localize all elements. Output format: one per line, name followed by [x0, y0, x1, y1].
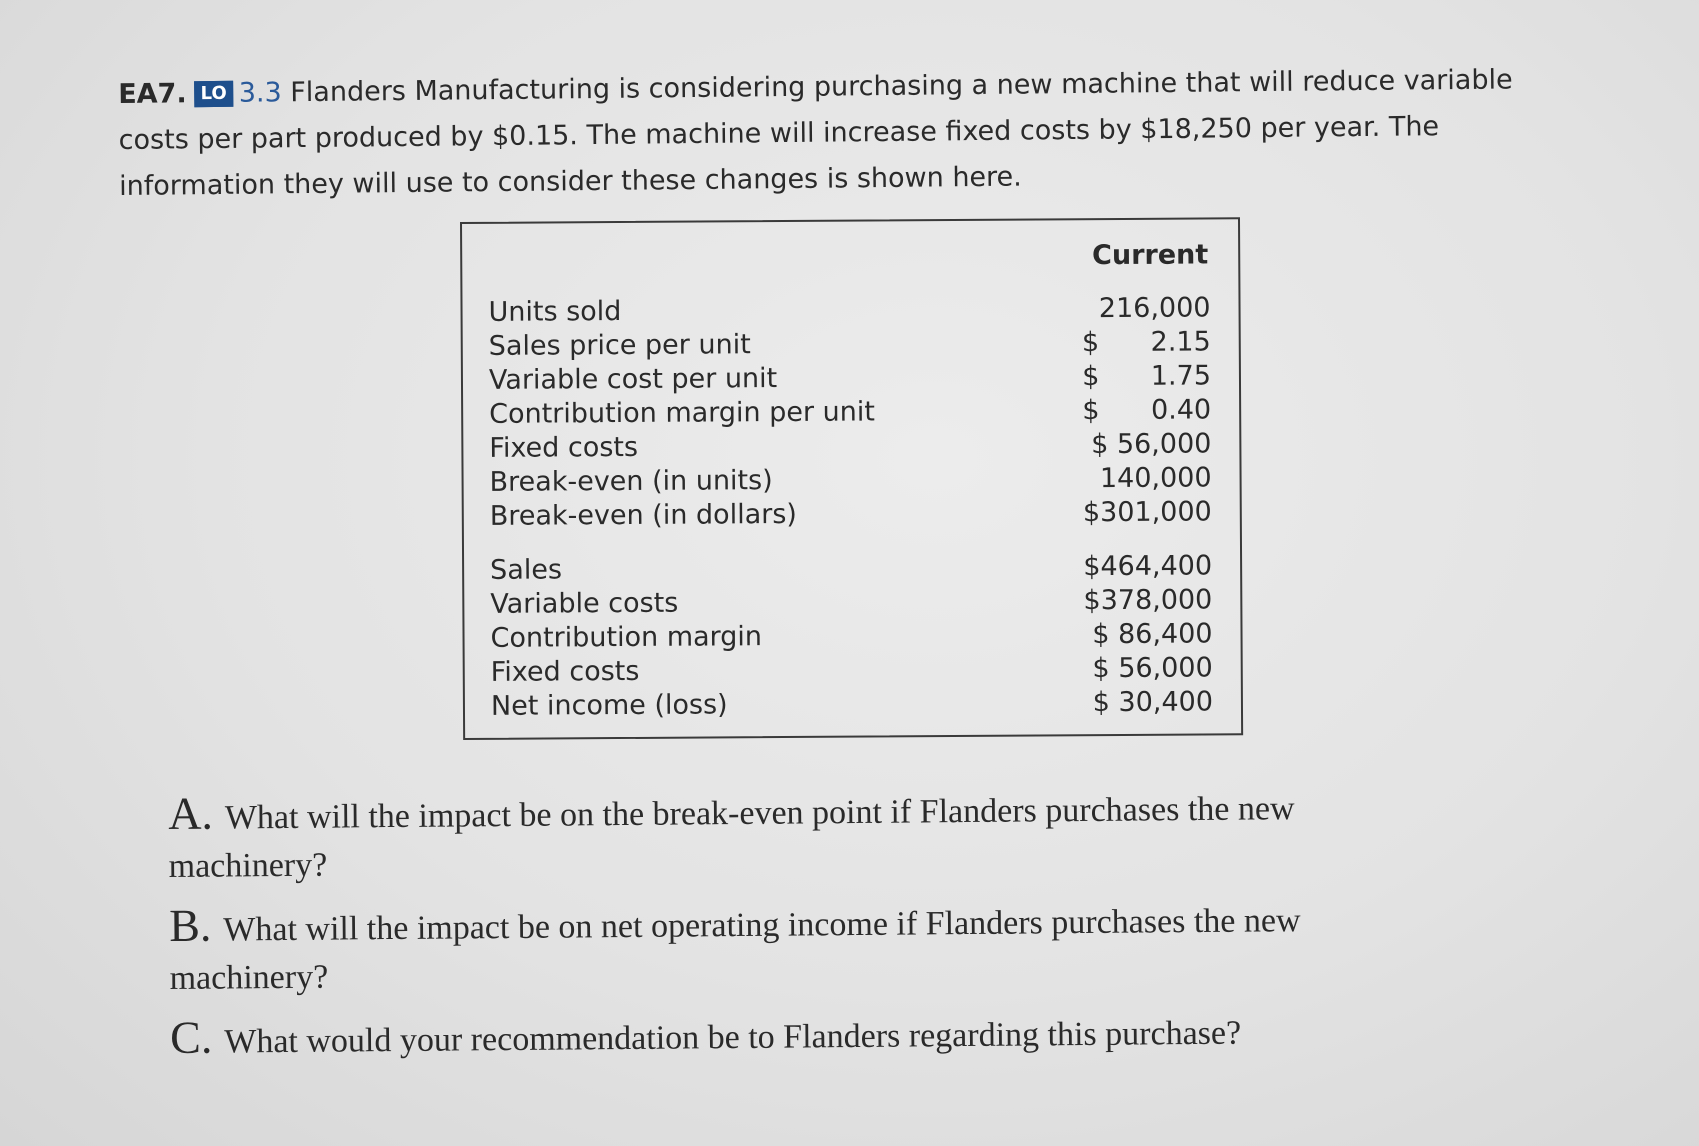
row-label: Contribution margin per unit	[489, 396, 876, 430]
table-row	[490, 583, 1212, 621]
question-list	[168, 779, 1430, 1078]
row-value: $464,400	[1083, 550, 1213, 583]
learning-objective-number: 3.3	[238, 77, 282, 109]
row-label: Variable cost per unit	[488, 363, 778, 396]
question-text: What would your recommendation be to Flanders regarding this purchase?	[224, 1014, 1242, 1061]
learning-objective-badge: LO	[194, 81, 232, 107]
row-value: 216,000	[1098, 292, 1211, 325]
row-label: Break-even (in dollars)	[489, 498, 797, 532]
table-row	[491, 651, 1213, 689]
question-text: What will the impact be on net operating income if Flanders purchases the new machinery?	[169, 902, 1301, 997]
question-letter: A.	[167, 787, 214, 839]
row-value: $ 86,400	[1092, 618, 1213, 651]
table-row	[489, 393, 1211, 431]
row-label: Units sold	[488, 296, 622, 328]
exercise-intro	[118, 57, 1559, 210]
table-row	[489, 461, 1211, 499]
row-value: $ 56,000	[1091, 428, 1212, 461]
financial-data-table	[460, 217, 1243, 740]
table-row	[488, 291, 1210, 329]
row-value: $ 30,400	[1092, 686, 1214, 719]
row-value: $ 56,000	[1092, 652, 1213, 685]
exercise-text: Flanders Manufacturing is considering purchasing a new machine that will reduce variable costs per part produced by $0.15. The machine will increase fixed costs by $18,250 per year. The information they will use to consider these changes is shown here.	[118, 64, 1513, 202]
question-a	[168, 779, 1429, 891]
question-letter: C.	[169, 1011, 213, 1063]
table-row	[489, 359, 1211, 397]
row-value: $ 0.40	[1082, 394, 1212, 427]
exercise-code: EA7.	[118, 78, 187, 110]
row-label: Net income (loss)	[490, 689, 728, 722]
table-row	[490, 617, 1212, 655]
table-row	[490, 549, 1212, 587]
row-label: Fixed costs	[489, 431, 639, 464]
table-row	[490, 495, 1212, 533]
table-row	[489, 427, 1211, 465]
row-value: $378,000	[1083, 584, 1213, 617]
row-label: Sales	[490, 554, 563, 586]
row-label: Contribution margin	[490, 621, 763, 654]
table-row	[489, 325, 1211, 363]
row-value: $ 2.15	[1081, 326, 1211, 359]
row-value: $301,000	[1082, 496, 1212, 529]
row-value: 140,000	[1099, 462, 1212, 495]
question-text: What will the impact be on the break-even point if Flanders purchases the new machinery?	[168, 790, 1295, 885]
row-label: Fixed costs	[490, 655, 640, 688]
column-header-current: Current	[1092, 239, 1209, 272]
question-letter: B.	[168, 899, 212, 951]
question-b	[169, 891, 1430, 1003]
table-row	[491, 685, 1213, 723]
row-value: $ 1.75	[1082, 360, 1212, 393]
row-label: Sales price per unit	[488, 329, 751, 362]
row-label: Variable costs	[490, 587, 679, 620]
question-c	[170, 1003, 1430, 1067]
row-label: Break-even (in units)	[489, 465, 773, 498]
income-statement-group	[490, 549, 1213, 723]
break-even-group	[488, 291, 1211, 533]
